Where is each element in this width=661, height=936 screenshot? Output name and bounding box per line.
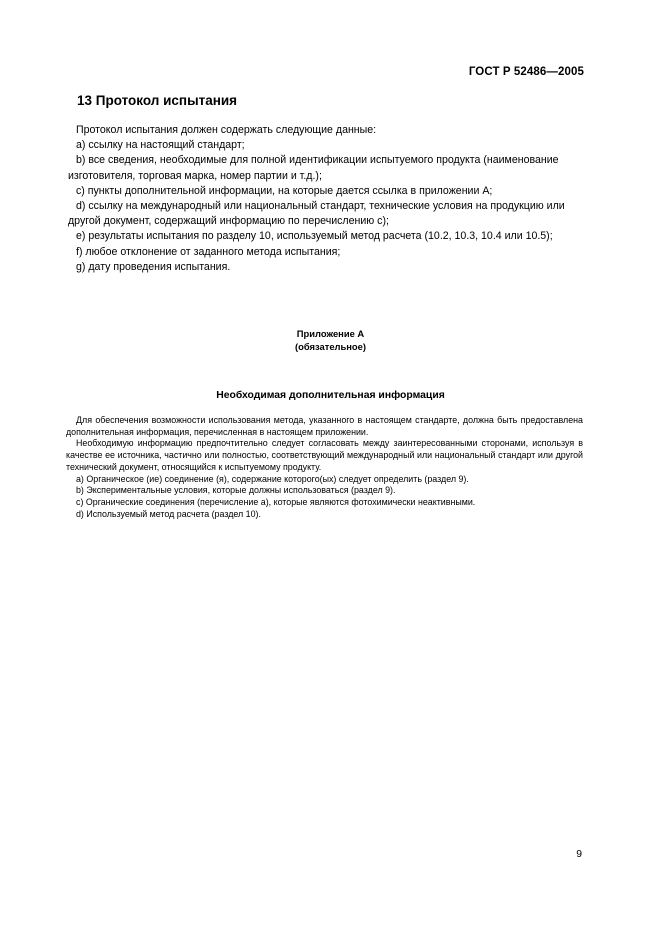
appendix-item-b: b) Экспериментальные условия, которые должны использоваться (раздел 9).: [76, 485, 396, 496]
protocol-item-e: e) результаты испытания по разделу 10, используемый метод расчета (10.2, 10.3, 10.4 или 10.5);: [76, 230, 553, 243]
protocol-item-d: d) ссылку на международный или национальный стандарт, технические условия на продукцию или: [76, 200, 565, 213]
appendix-heading: [0, 327, 661, 353]
protocol-item-g: g) дату проведения испытания.: [76, 260, 231, 273]
appendix-status: (обязательное): [295, 341, 366, 352]
protocol-intro: Протокол испытания должен содержать следующие данные:: [76, 124, 377, 136]
page-number: 9: [576, 849, 582, 860]
appendix-item-c: c) Органические соединения (перечисление а), которые являются фотохимически неактивными.: [76, 496, 476, 507]
section-title: 13 Протокол испытания: [77, 93, 238, 108]
appendix-paragraph-1: Для обеспечения возможности использования метода, указанного в настоящем стандарте, должна быть предоставлена дополнительная информация, перечисленная в настоящем приложении.: [66, 415, 583, 437]
protocol-item-d-cont: другой документ, содержащий информацию по перечислению с);: [68, 215, 389, 228]
appendix-label: Приложение А: [296, 328, 365, 339]
appendix-item-a: a) Органическое (ие) соединение (я), содержание которого(ых) следует определить (раздел 9).: [76, 473, 469, 484]
appendix-paragraph-2: Необходимую информацию предпочтительно следует согласовать между заинтересованными сторонами, используя в качестве ее источника, частично или полностью, соответствующий международный или национальный стандарт или другой технический документ, относящийся к испытуемому продукту.: [66, 438, 583, 472]
protocol-list: [68, 123, 583, 275]
protocol-item-b-cont: изготовителя, торговая марка, номер партии и т.д.);: [68, 169, 322, 182]
appendix-body: [66, 415, 583, 520]
protocol-item-f: f) любое отклонение от заданного метода испытания;: [76, 245, 341, 258]
protocol-item-a: a) ссылку на настоящий стандарт;: [76, 139, 245, 152]
protocol-item-c: c) пункты дополнительной информации, на которые дается ссылка в приложении А;: [76, 184, 493, 197]
appendix-item-d: d) Используемый метод расчета (раздел 10).: [76, 508, 261, 519]
page-header-standard: ГОСТ Р 52486—2005: [468, 66, 584, 78]
protocol-item-b: b) все сведения, необходимые для полной идентификации испытуемого продукта (наименование: [76, 154, 559, 167]
appendix-title: Необходимая дополнительная информация: [216, 390, 445, 401]
